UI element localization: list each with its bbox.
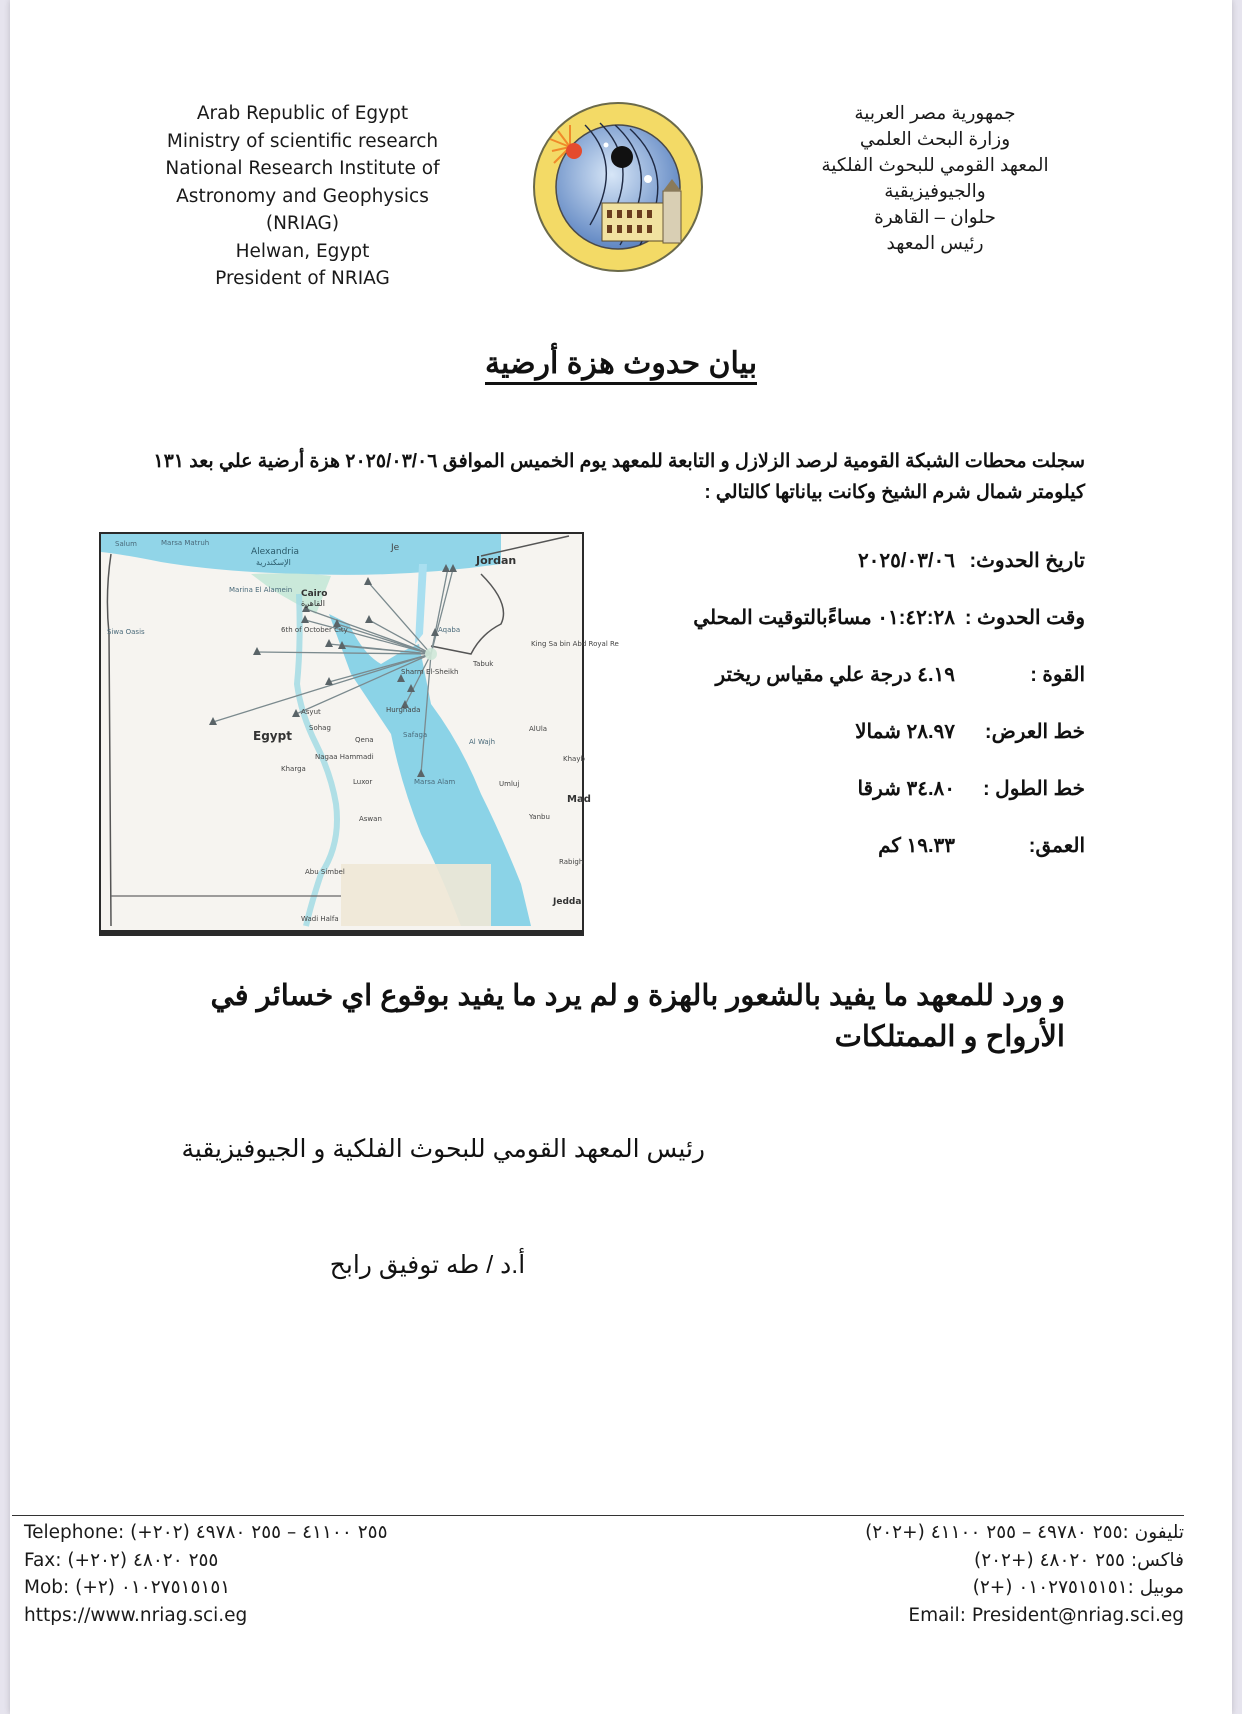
map-label-jeddah: Jedda <box>553 897 582 907</box>
footer-website-link[interactable]: https://www.nriag.sci.eg <box>24 1604 248 1626</box>
station-marker <box>365 615 373 623</box>
detail-value: ٢٠٢٥/٠٣/٠٦ <box>857 550 955 572</box>
map-label-umluj: Umluj <box>499 780 520 788</box>
map-label-wadi-halfa: Wadi Halfa <box>301 915 339 923</box>
map-label-safaga: Safaga <box>403 731 428 739</box>
earthquake-station-map <box>99 532 619 936</box>
letterhead-line: President of NRIAG <box>215 268 390 289</box>
detail-label: وقت الحدوث : <box>964 607 1085 629</box>
map-label-marina: Marina El Alamein <box>229 586 293 594</box>
signatory-title: رئيس المعهد القومي للبحوث الفلكية و الجيوفيزيقية <box>181 1135 705 1163</box>
detail-value: ٣٤.٨٠ شرقا <box>857 778 955 800</box>
map-label-king: King Sa bin Abd Royal Re <box>531 640 619 648</box>
detail-label: خط الطول : <box>982 778 1085 800</box>
map-label-kharga: Kharga <box>281 765 306 773</box>
detail-label: القوة : <box>1030 664 1085 686</box>
letterhead-line: رئيس المعهد <box>886 232 984 253</box>
map-label-marsa-alam: Marsa Alam <box>414 778 456 786</box>
footer-email-link[interactable]: Email: President@nriag.sci.eg <box>908 1604 1184 1626</box>
detail-label: العمق: <box>1028 835 1085 857</box>
map-label-hurghada: Hurghada <box>386 706 421 714</box>
signatory-name: أ.د / طه توفيق رابح <box>329 1251 526 1279</box>
map-label-khaybar: Khayb <box>563 755 585 763</box>
footer-fax-ar: فاكس: ٢٥٥ ٤٨٠٢٠ (+٢٠٢) <box>973 1549 1184 1571</box>
map-label-rabigh: Rabigh <box>559 858 584 866</box>
detail-value: ٠١:٤٢:٢٨ مساءًبالتوقيت المحلي <box>693 607 955 629</box>
title-text: بيان حدوث هزة أرضية <box>485 347 757 385</box>
detail-row-latitude <box>640 703 1085 760</box>
intro-paragraph: سجلت محطات الشبكة القومية لرصد الزلازل و التابعة للمعهد يوم الخميس الموافق ٢٠٢٥/٠٣/٠٦ هزة أرضية علي بعد ١٣١ كيلومتر شمال شرم الشيخ وكانت بياناتها كالتالي : <box>153 451 1085 503</box>
map-label-alwajh: Al Wajh <box>469 738 496 746</box>
map-label-nagaa: Nagaa Hammadi <box>315 753 374 761</box>
map-label-tabuk: Tabuk <box>473 660 494 668</box>
detail-row-magnitude <box>640 646 1085 703</box>
detail-row-depth <box>640 817 1085 874</box>
letterhead-line: Astronomy and Geophysics <box>176 185 429 207</box>
map-label-qena: Qena <box>355 736 374 744</box>
footer-contact-english <box>24 1519 388 1629</box>
letterhead-line: والجيوفيزيقية <box>884 180 986 201</box>
arabic-letterhead <box>805 100 1065 256</box>
letterhead-line: Ministry of scientific research <box>166 130 439 152</box>
letterhead-line: Helwan, Egypt <box>235 240 370 262</box>
detail-value: ٤.١٩ درجة علي مقياس ريختر <box>715 664 955 686</box>
station-marker <box>364 577 372 585</box>
footer-contact-arabic <box>800 1519 1184 1629</box>
sudan-desert <box>341 864 491 926</box>
map-label-abu-simbel: Abu Simbel <box>305 868 345 876</box>
map-label-salum: Salum <box>115 540 137 548</box>
map-label-asyut: Asyut <box>301 708 321 716</box>
detail-row-time <box>640 589 1085 646</box>
earthquake-details <box>640 532 1085 874</box>
map-label-alula: AlUla <box>529 725 548 733</box>
detail-row-date <box>640 532 1085 589</box>
station-marker <box>325 639 333 647</box>
detail-value: ١٩.٣٣ كم <box>878 835 955 857</box>
map-label-luxor: Luxor <box>353 778 373 786</box>
footer-telephone-ar: تليفون :٢٥٥ ٤٩٧٨٠ – ٢٥٥ ٤١١٠٠ (+٢٠٢) <box>865 1522 1184 1543</box>
map-label-alexandria: Alexandria <box>251 547 300 557</box>
letterhead-line: جمهورية مصر العربية <box>854 102 1016 123</box>
footer-mobile-ar: موبيل :٠١٠٢٧٥١٥١٥١ (+٢) <box>972 1577 1184 1598</box>
map-label-siwa: Siwa Oasis <box>107 628 145 636</box>
map-label-aswan: Aswan <box>359 815 382 823</box>
letterhead-line: المعهد القومي للبحوث الفلكية <box>821 154 1049 175</box>
letterhead-line: وزارة البحث العلمي <box>859 128 1011 149</box>
letterhead-line: National Research Institute of <box>165 158 440 179</box>
document-title <box>0 346 1242 381</box>
map-label-sharm: Sharm El-Sheikh <box>401 668 459 676</box>
footer-mobile: Mob: (+٢) ٠١٠٢٧٥١٥١٥١ <box>24 1577 231 1598</box>
english-letterhead <box>150 100 455 293</box>
epicenter-marker <box>425 648 437 660</box>
map-label-yanbu: Yanbu <box>529 813 550 821</box>
station-marker <box>253 647 261 655</box>
closing-statement: و ورد للمعهد ما يفيد بالشعور بالهزة و لم يرد ما يفيد بوقوع اي خسائر في الأرواح و الممتلكات <box>210 980 1065 1053</box>
map-label-madinah: Mad <box>567 794 591 805</box>
detail-label: خط العرض: <box>984 721 1085 743</box>
map-label-je: Je <box>391 543 400 553</box>
letterhead-line: Arab Republic of Egypt <box>196 103 409 124</box>
libya-border <box>107 554 111 926</box>
letterhead-line: حلوان – القاهرة <box>874 206 996 227</box>
footer-fax: Fax: (+٢٠٢) ٢٥٥ ٤٨٠٢٠ <box>24 1549 219 1571</box>
map-label-marsa-matruh: Marsa Matruh <box>161 539 210 547</box>
nriag-logo <box>530 95 705 275</box>
map-label-alexandria-ar: الإسكندرية <box>256 558 291 567</box>
map-label-aqaba: Aqaba <box>438 626 461 634</box>
map-label-jordan: Jordan <box>476 554 517 567</box>
detail-value: ٢٨.٩٧ شمالا <box>855 721 955 743</box>
map-label-cairo: Cairo <box>301 589 328 599</box>
map-label-cairo-ar: القاهرة <box>301 599 325 608</box>
letterhead-line: (NRIAG) <box>265 213 340 234</box>
detail-row-longitude <box>640 760 1085 817</box>
map-label-egypt: Egypt <box>253 729 292 743</box>
map-label-october: 6th of October City <box>281 626 348 634</box>
footer-divider <box>12 1515 1184 1516</box>
footer-telephone: Telephone: (+٢٠٢) ٢٥٥ ٤١١٠٠ – ٢٥٥ ٤٩٧٨٠ <box>24 1522 388 1543</box>
gulf-of-aqaba <box>415 564 427 644</box>
detail-label: تاريخ الحدوث: <box>969 550 1085 572</box>
map-label-sohag: Sohag <box>309 724 331 732</box>
